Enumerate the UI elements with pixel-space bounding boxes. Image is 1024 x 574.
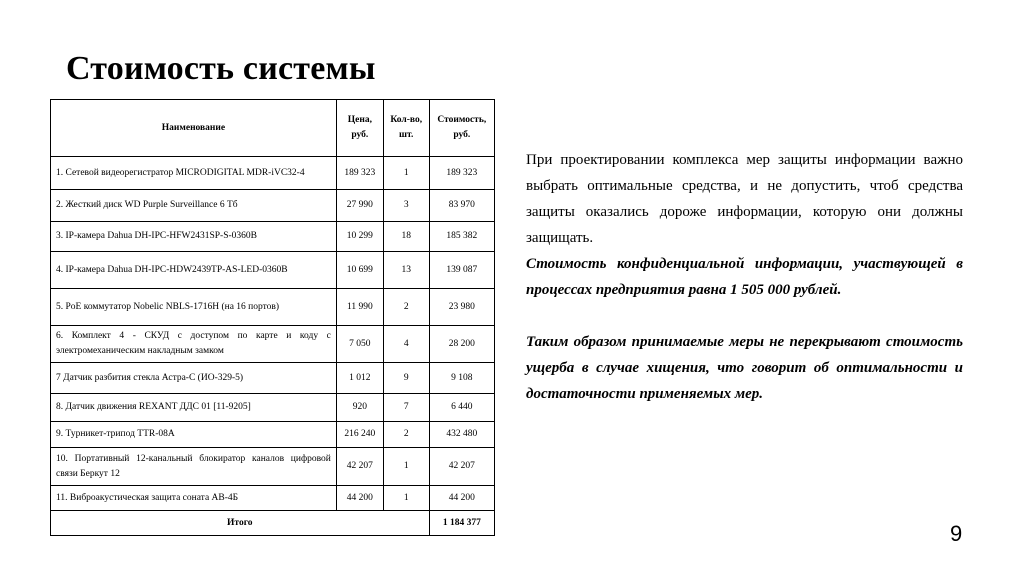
item-cost: 432 480 bbox=[429, 422, 494, 448]
item-qty: 18 bbox=[383, 222, 429, 252]
item-qty: 4 bbox=[383, 326, 429, 363]
paragraph-intro: При проектировании комплекса мер защиты информации важно выбрать оптимальные средства, и не допустить, чтоб средства защиты оказались дороже информации, которую они должны защищать. bbox=[526, 152, 963, 246]
item-name: 9. Турникет-трипод TTR-08А bbox=[51, 422, 337, 448]
item-price: 11 990 bbox=[336, 289, 383, 326]
item-price: 42 207 bbox=[336, 448, 383, 486]
item-price: 44 200 bbox=[336, 486, 383, 511]
item-name: 10. Портативный 12-канальный блокиратор каналов цифровой связи Беркут 12 bbox=[51, 448, 337, 486]
item-qty: 3 bbox=[383, 190, 429, 222]
header-qty: Кол-во, шт. bbox=[383, 100, 429, 157]
item-name: 2. Жесткий диск WD Purple Surveillance 6 Тб bbox=[51, 190, 337, 222]
table-row bbox=[51, 157, 495, 190]
paragraph-conclusion: Таким образом принимаемые меры не перекрывают стоимость ущерба в случае хищения, что говорит об оптимальности и достаточности применяемых мер. bbox=[526, 334, 963, 402]
item-price: 10 299 bbox=[336, 222, 383, 252]
item-name: 7 Датчик разбития стекла Астра-С (ИО-329-5) bbox=[51, 363, 337, 394]
slide-title: Стоимость системы bbox=[66, 50, 376, 87]
item-price: 7 050 bbox=[336, 326, 383, 363]
table-row bbox=[51, 252, 495, 289]
item-name: 5. PoE коммутатор Nobelic NBLS-1716H (на 16 портов) bbox=[51, 289, 337, 326]
item-qty: 7 bbox=[383, 394, 429, 422]
item-name: 6. Комплект 4 - СКУД с доступом по карте и коду с электромеханическим накладным замком bbox=[51, 326, 337, 363]
item-name: 3. IP-камера Dahua DH-IPC-HFW2431SP-S-0360B bbox=[51, 222, 337, 252]
table-row bbox=[51, 486, 495, 511]
item-cost: 6 440 bbox=[429, 394, 494, 422]
item-price: 920 bbox=[336, 394, 383, 422]
paragraph-info-cost: Стоимость конфиденциальной информации, участвующей в процессах предприятия равна 1 505 000 рублей. bbox=[526, 256, 963, 298]
item-name: 4. IP-камера Dahua DH-IPC-HDW2439TP-AS-LED-0360B bbox=[51, 252, 337, 289]
item-cost: 189 323 bbox=[429, 157, 494, 190]
item-price: 1 012 bbox=[336, 363, 383, 394]
item-cost: 9 108 bbox=[429, 363, 494, 394]
description-text bbox=[526, 147, 963, 407]
item-cost: 42 207 bbox=[429, 448, 494, 486]
header-name: Наименование bbox=[51, 100, 337, 157]
table-row bbox=[51, 222, 495, 252]
item-qty: 1 bbox=[383, 486, 429, 511]
item-cost: 139 087 bbox=[429, 252, 494, 289]
item-cost: 28 200 bbox=[429, 326, 494, 363]
item-cost: 185 382 bbox=[429, 222, 494, 252]
table-header-row bbox=[51, 100, 495, 157]
table-row bbox=[51, 289, 495, 326]
item-price: 10 699 bbox=[336, 252, 383, 289]
item-qty: 1 bbox=[383, 157, 429, 190]
table-row bbox=[51, 394, 495, 422]
item-name: 11. Виброакустическая защита соната АВ-4Б bbox=[51, 486, 337, 511]
page-number: 9 bbox=[950, 521, 963, 546]
item-name: 1. Сетевой видеорегистратор MICRODIGITAL MDR-iVC32-4 bbox=[51, 157, 337, 190]
item-cost: 44 200 bbox=[429, 486, 494, 511]
item-price: 216 240 bbox=[336, 422, 383, 448]
table-row bbox=[51, 422, 495, 448]
table-row bbox=[51, 190, 495, 222]
item-cost: 83 970 bbox=[429, 190, 494, 222]
item-qty: 1 bbox=[383, 448, 429, 486]
item-name: 8. Датчик движения REXANT ДДС 01 [11-9205] bbox=[51, 394, 337, 422]
header-price: Цена, руб. bbox=[336, 100, 383, 157]
table-row bbox=[51, 326, 495, 363]
header-cost: Стоимость, руб. bbox=[429, 100, 494, 157]
item-qty: 2 bbox=[383, 422, 429, 448]
table-row bbox=[51, 448, 495, 486]
item-qty: 9 bbox=[383, 363, 429, 394]
item-qty: 2 bbox=[383, 289, 429, 326]
total-label: Итого bbox=[51, 511, 430, 536]
total-value: 1 184 377 bbox=[429, 511, 494, 536]
total-row bbox=[51, 511, 495, 536]
item-price: 27 990 bbox=[336, 190, 383, 222]
table-row bbox=[51, 363, 495, 394]
cost-table bbox=[50, 99, 495, 536]
item-cost: 23 980 bbox=[429, 289, 494, 326]
item-price: 189 323 bbox=[336, 157, 383, 190]
item-qty: 13 bbox=[383, 252, 429, 289]
